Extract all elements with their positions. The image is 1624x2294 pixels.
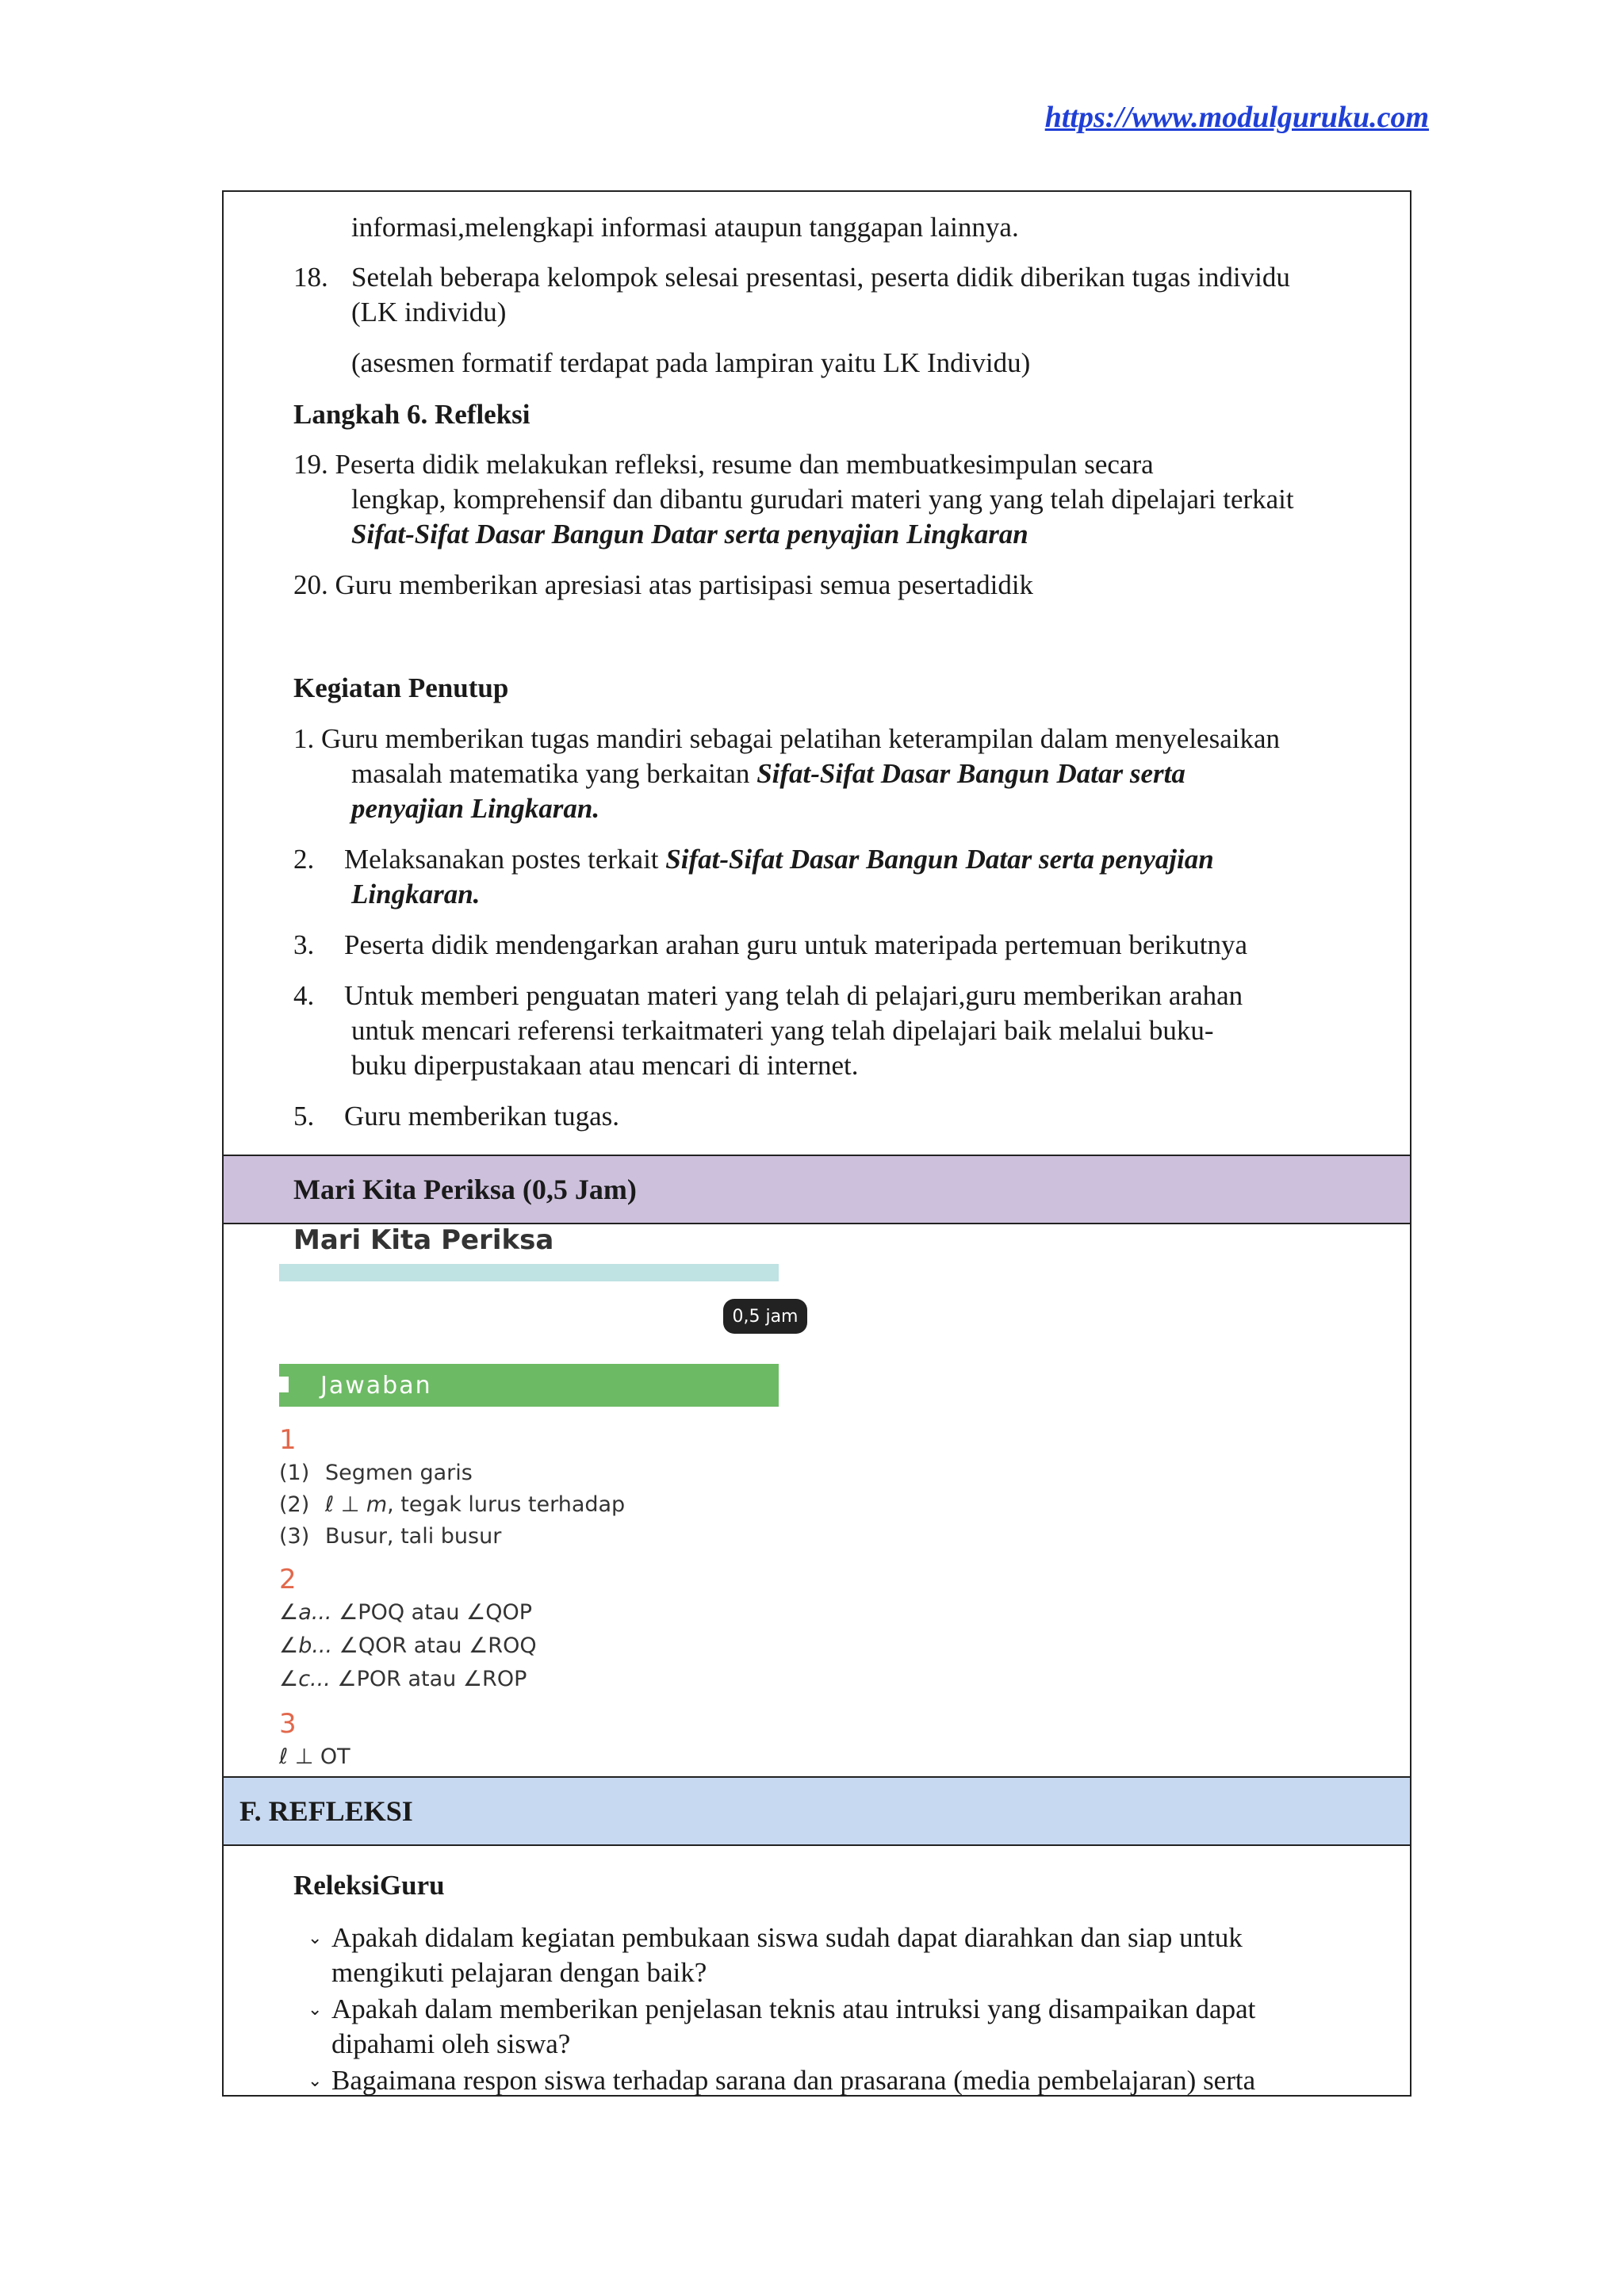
question-1-number: 1	[279, 1424, 297, 1456]
closing-item-5: Guru memberikan tugas.	[344, 1101, 619, 1132]
question-3-answer: ℓ ⊥ OT	[279, 1744, 350, 1769]
closing-heading: Kegiatan Penutup	[293, 672, 509, 703]
closing-item-3: Peserta didik mendengarkan arahan guru untuk materipada pertemuan berikutnya	[344, 929, 1248, 960]
item-19-line-3: Sifat-Sifat Dasar Bangun Datar serta penyajian Lingkaran	[351, 519, 1028, 550]
question-2-answer-c: ∠c... ∠POR atau ∠ROP	[279, 1667, 527, 1691]
item-19-line-2: lengkap, komprehensif dan dibantu gurudari materi yang yang telah dipelajari terkait	[351, 484, 1294, 515]
reflection-bullet-1	[308, 1921, 1243, 1955]
lesson-table	[222, 190, 1411, 2097]
reflection-bullet-1-line-1: Apakah didalam kegiatan pembukaan siswa sudah dapat diarahkan dan siap untuk	[331, 1922, 1243, 1953]
question-1-answer-2: (2) ℓ ⊥ m, tegak lurus terhadap	[279, 1492, 626, 1517]
website-link[interactable]: https://www.modulguruku.com	[1044, 101, 1429, 134]
question-2-number: 2	[279, 1564, 297, 1595]
reflection-bullet-3-line-1: Bagaimana respon siswa terhadap sarana dan prasarana (media pembelajaran) serta	[331, 2065, 1256, 2096]
closing-item-4-line-1: Untuk memberi penguatan materi yang telah di pelajari,guru memberikan arahan	[344, 980, 1243, 1011]
checkmark-icon: ⌄	[308, 2070, 323, 2090]
closing-item-2-topic: Sifat-Sifat Dasar Bangun Datar serta penyajian	[665, 844, 1214, 875]
closing-item-3-number: 3.	[293, 929, 315, 960]
question-2-answer-a: ∠a... ∠POQ atau ∠QOP	[279, 1600, 533, 1625]
reflection-bullet-1-line-2: mengikuti pelajaran dengan baik?	[331, 1957, 707, 1988]
closing-item-2-line-1	[344, 842, 1214, 877]
question-3-number: 3	[279, 1708, 297, 1740]
answer-label: Jawaban	[320, 1372, 432, 1400]
closing-item-1-topic: Sifat-Sifat Dasar Bangun Datar serta	[756, 758, 1185, 789]
closing-item-4-number: 4.	[293, 980, 315, 1011]
closing-item-2-number: 2.	[293, 844, 315, 875]
closing-item-1-line-1: 1. Guru memberikan tugas mandiri sebagai pelatihan keterampilan dalam menyelesaikan	[293, 723, 1281, 754]
question-1-answer-1: (1) Segmen garis	[279, 1461, 473, 1485]
closing-item-4-line-3: buku diperpustakaan atau mencari di internet.	[351, 1050, 859, 1081]
closing-item-4-line-2: untuk mencari referensi terkaitmateri yang telah dipelajari baik melalui buku-	[351, 1015, 1214, 1046]
answer-key-image	[279, 1224, 799, 1771]
closing-item-5-number: 5.	[293, 1101, 315, 1132]
question-2-answer-b: ∠b... ∠QOR atau ∠ROQ	[279, 1633, 537, 1658]
closing-item-1-line-2	[351, 756, 1185, 791]
check-section-title: Mari Kita Periksa (0,5 Jam)	[293, 1174, 637, 1205]
time-badge: 0,5 jam	[723, 1299, 807, 1334]
item-19-line-1: 19. Peserta didik melakukan refleksi, resume dan membuatkesimpulan secara	[293, 449, 1154, 480]
reflection-bullet-2-line-2: dipahami oleh siswa?	[331, 2028, 571, 2059]
reflection-bullet-2	[308, 1992, 1255, 2027]
item-18-line-1: Setelah beberapa kelompok selesai presentasi, peserta didik diberikan tugas individu	[351, 262, 1290, 293]
checkmark-icon: ⌄	[308, 1999, 323, 2019]
item-20: 20. Guru memberikan apresiasi atas partisipasi semua pesertadidik	[293, 569, 1034, 600]
step-6-heading: Langkah 6. Refleksi	[293, 399, 530, 430]
reflection-section-title: F. REFLEKSI	[239, 1795, 413, 1827]
closing-item-2-line-2: Lingkaran.	[351, 879, 481, 910]
item-18-note: (asesmen formatif terdapat pada lampiran yaitu LK Individu)	[351, 347, 1031, 378]
closing-item-1-text: masalah matematika yang berkaitan	[351, 758, 757, 789]
closing-item-1-line-3: penyajian Lingkaran.	[351, 793, 600, 824]
item-18-line-2: (LK individu)	[351, 297, 507, 327]
check-section-header	[224, 1155, 1410, 1224]
reflection-bullet-2-line-1: Apakah dalam memberikan penjelasan teknis atau intruksi yang disampaikan dapat	[331, 1993, 1256, 2024]
image-title-bar	[279, 1264, 779, 1281]
item-18-number: 18.	[293, 262, 328, 293]
checkmark-icon: ⌄	[308, 1928, 323, 1947]
question-1-answer-3: (3) Busur, tali busur	[279, 1524, 502, 1549]
reflection-bullet-3	[308, 2063, 1255, 2098]
reflection-section-header	[224, 1776, 1410, 1846]
teacher-reflection-heading: ReleksiGuru	[293, 1870, 445, 1901]
activities-cell	[224, 192, 1410, 1156]
continuation-line: informasi,melengkapi informasi ataupun tanggapan lainnya.	[351, 212, 1019, 243]
closing-item-2-text: Melaksanakan postes terkait	[344, 844, 666, 875]
image-title: Mari Kita Periksa	[293, 1224, 554, 1256]
